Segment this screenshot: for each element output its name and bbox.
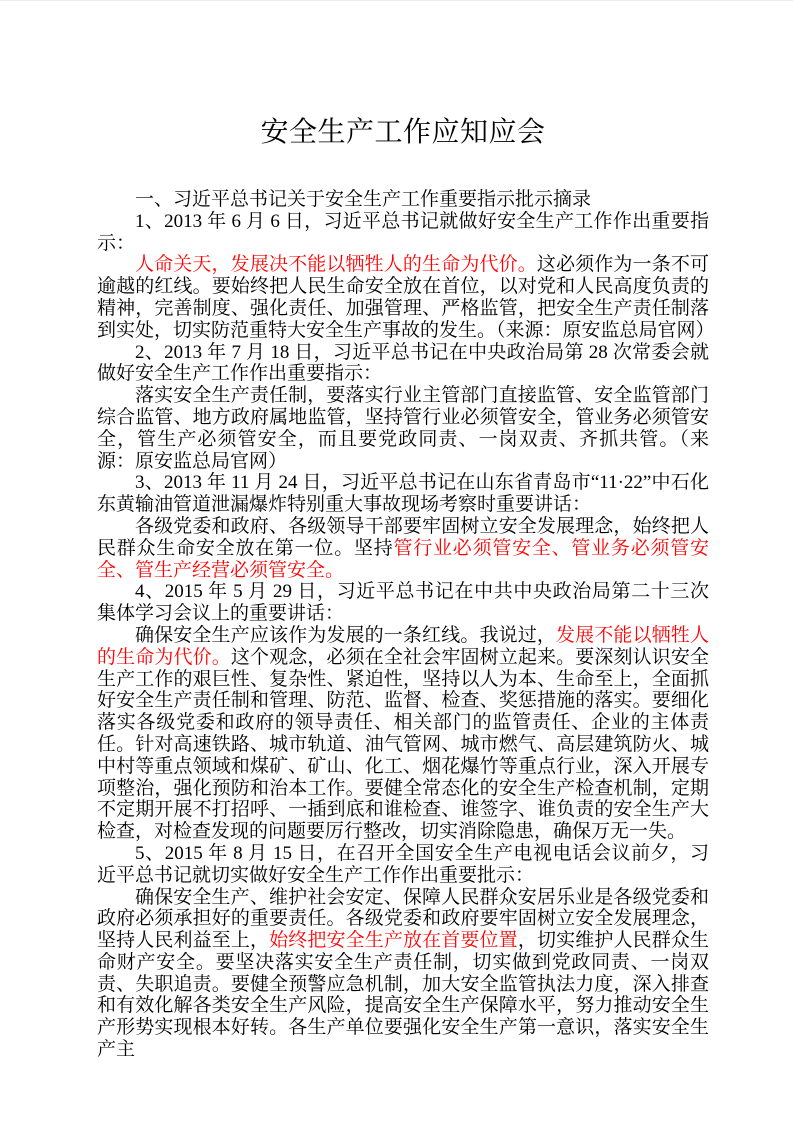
body-text: 5、2015 年 8 月 15 日，在召开全国安全生产电视电话会议前夕，习近平总书记就切实做好安全生产工作作出重要批示： (97, 842, 709, 886)
paragraph-4 (97, 385, 709, 472)
document-body (97, 189, 715, 1061)
paragraph-1 (97, 211, 709, 255)
highlighted-text: 管行业必须管安全、管业务必须管安全、管生产经营必须管安全。 (97, 537, 709, 581)
body-text: 4、2015 年 5 月 29 日，习近平总书记在中共中央政治局第二十三次集体学习会议上的重要讲话： (97, 581, 709, 625)
body-text: 2、2013 年 7 月 18 日，习近平总书记在中央政治局第 28 次常委会就做好安全生产工作作出重要指示： (97, 341, 709, 385)
paragraph-3 (97, 342, 709, 386)
body-text: 1、2013 年 6 月 6 日，习近平总书记就做好安全生产工作作出重要指示： (97, 210, 709, 254)
paragraph-10 (97, 887, 709, 1061)
section-heading: 一、习近平总书记关于安全生产工作重要指示批示摘录 (135, 189, 592, 210)
body-text: 确保安全生产应该作为发展的一条红线。我说过， (135, 624, 557, 646)
paragraph-6 (97, 516, 709, 581)
body-text: ，切实维护人民群众生命财产安全。要坚决落实安全生产责任制，切实做到党政同责、一岗双责、失职追责。要健全预警应急机制，加大安全监管执法力度，深入排查和有效化解各类安全生产风险，提高安全生产保障水平，努力推动安全生产形势实现根本好转。各生产单位要强化安全生产第一意识，落实安全生产主 (97, 930, 709, 1061)
paragraph-5 (97, 472, 709, 516)
highlighted-text: 发展不能以牺牲人的生命为代价。 (97, 624, 709, 668)
body-text: 各级党委和政府、各级领导干部要牢固树立安全发展理念，始终把人民群众生命安全放在第一位。坚持 (97, 515, 709, 559)
paragraph-9 (97, 843, 709, 887)
document-title: 安全生产工作应知应会 (260, 116, 546, 147)
highlighted-text: 始终把安全生产放在首要位置 (269, 930, 518, 952)
paragraph-7 (97, 581, 709, 625)
body-text: 这个观念，必须在全社会牢固树立起来。要深刻认识安全生产工作的艰巨性、复杂性、紧迫性，坚持以人为本、生命至上，全面抓好安全生产责任制和管理、防范、监督、检查、奖惩措施的落实。要细化落实各级党委和政府的领导责任、相关部门的监管责任、企业的主体责任。针对高速铁路、城市轨道、油气管网、城市燃气、高层建筑防火、城中村等重点领域和煤矿、矿山、化工、烟花爆竹等重点行业，深入开展专项整治，强化预防和治本工作。要健全常态化的安全生产检查机制，定期不定期开展不打招呼、一插到底和谁检查、谁签字、谁负责的安全生产大检查，对检查发现的问题要厉行整改，切实消除隐患，确保万无一失。 (97, 646, 709, 843)
body-text: 这必须作为一条不可逾越的红线。要始终把人民生命安全放在首位，以对党和人民高度负责的精神，完善制度、强化责任、加强管理、严格监管，把安全生产责任制落到实处，切实防范重特大安全生产事故的发生。（来源：原安监总局官网） (97, 254, 715, 341)
body-text: 确保安全生产、维护社会安定、保障人民群众安居乐业是各级党委和政府必须承担好的重要责任。各级党委和政府要牢固树立安全发展理念，坚持人民利益至上， (97, 886, 709, 952)
body-text: 落实安全生产责任制，要落实行业主管部门直接监管、安全监管部门综合监管、地方政府属地监管，坚持管行业必须管安全，管业务必须管安全，管生产必须管安全，而且要党政同责、一岗双责、齐抓共管。（来源：原安监总局官网） (97, 385, 709, 472)
paragraph-8 (97, 625, 709, 843)
body-text: 3、2013 年 11 月 24 日，习近平总书记在山东省青岛市“11·22”中石化东黄输油管道泄漏爆炸特别重大事故现场考察时重要讲话： (97, 472, 709, 516)
highlighted-text: 人命关天，发展决不能以牺牲人的生命为代价。 (135, 254, 537, 276)
paragraph-2 (97, 254, 715, 341)
paragraph-list (97, 210, 715, 1061)
